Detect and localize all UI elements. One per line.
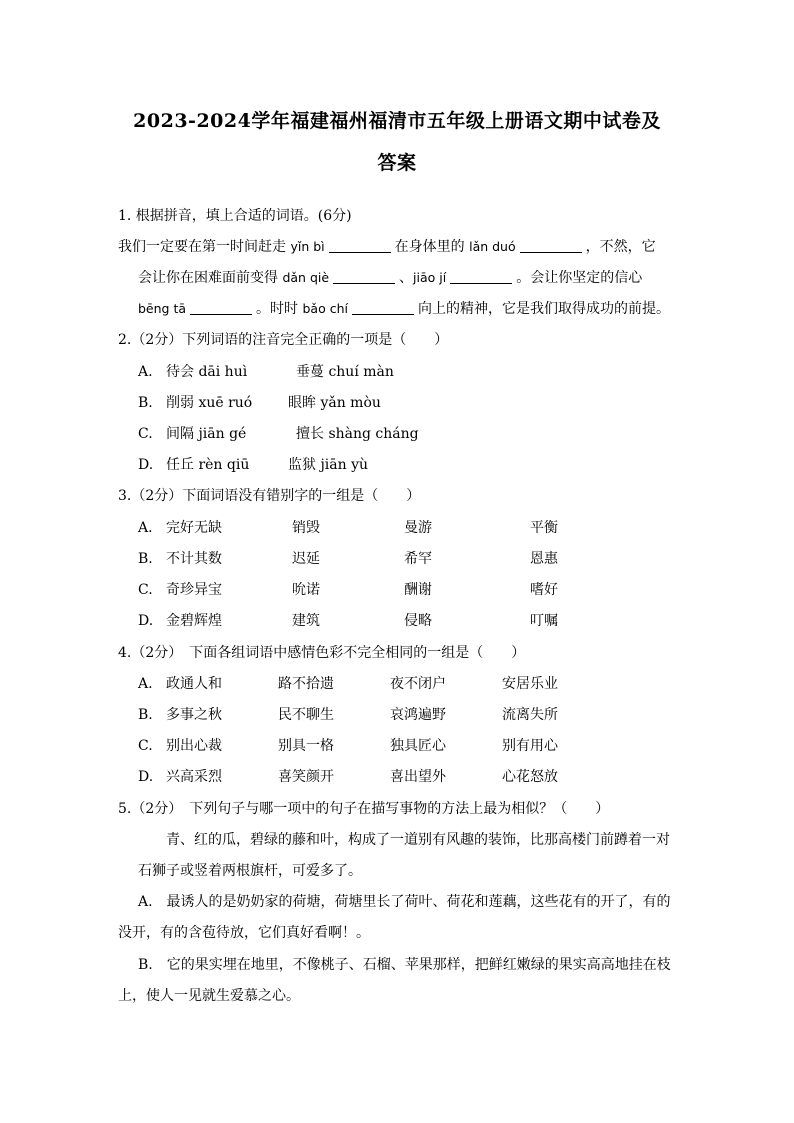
q1-text: 。会让你坚定的信心 <box>516 270 643 286</box>
q1-blank[interactable] <box>352 300 414 315</box>
q1-text: 在身体里的 <box>394 239 470 255</box>
q5-option-b[interactable]: B. 它的果实埋在地里，不像桃子、石榴、苹果那样，把鲜红嫩绿的果实高高地挂在枝 <box>138 957 671 973</box>
q1-text: 我们一定要在第一时间赶走 <box>118 239 291 255</box>
option-label: C. <box>138 738 153 754</box>
q1-pinyin: bēng tā <box>138 301 187 316</box>
q3-d-word4: 叮嘱 <box>530 613 558 629</box>
option-word: 间隔 jiān gé <box>166 426 247 442</box>
q2-option-b[interactable] <box>138 393 252 413</box>
option-word: 不计其数 <box>166 551 222 567</box>
q1-text: 、 <box>399 270 414 286</box>
q4-c-word2: 别具一格 <box>278 738 334 754</box>
option-word: 奇珍异宝 <box>166 582 222 598</box>
q4-b-word3: 哀鸿遍野 <box>390 707 446 723</box>
q1-text: 向上的精神，它是我们取得成功的前提。 <box>417 301 670 317</box>
option-word: 削弱 xuē ruó <box>166 395 253 411</box>
option-label: A. <box>138 520 153 536</box>
q3-option-c[interactable] <box>138 580 222 600</box>
option-label: B. <box>138 707 153 723</box>
q5-option-a[interactable]: A. 最诱人的是奶奶家的荷塘，荷塘里长了荷叶、荷花和莲藕，这些花有的开了，有的 <box>138 894 671 910</box>
q4-option-c[interactable] <box>138 736 222 756</box>
q1-blank[interactable] <box>329 238 391 253</box>
q3-option-b[interactable] <box>138 549 222 569</box>
option-word: 金碧辉煌 <box>166 613 222 629</box>
q3-c-word4: 嗜好 <box>530 582 558 598</box>
q1-text: 。时时 <box>256 301 303 317</box>
option-label: B. <box>138 395 153 411</box>
q4-option-a[interactable] <box>138 674 222 694</box>
q3-a-word4: 平衡 <box>530 520 558 536</box>
option-label: A. <box>138 364 153 380</box>
q4-b-word4: 流离失所 <box>502 707 558 723</box>
option-word: 政通人和 <box>166 676 222 692</box>
q2-option-a-word2: 垂蔓 chuí màn <box>296 364 394 380</box>
q3-b-word4: 恩惠 <box>530 551 558 567</box>
q1-blank[interactable] <box>190 300 252 315</box>
option-word: 待会 dāi huì <box>166 364 248 380</box>
q2-heading: 2.（2分）下列词语的注音完全正确的一项是（ ） <box>118 332 449 348</box>
q1-pinyin: lǎn duó <box>469 239 516 254</box>
q4-option-d[interactable] <box>138 767 222 787</box>
q2-option-c[interactable] <box>138 424 246 444</box>
q2-option-a[interactable] <box>138 362 247 382</box>
q1-blank[interactable] <box>520 238 582 253</box>
option-word: 兴高采烈 <box>166 769 222 785</box>
option-word: 任丘 rèn qiū <box>166 457 250 473</box>
q4-a-word2: 路不拾遗 <box>278 676 334 692</box>
q2-option-b-word2: 眼眸 yǎn mòu <box>288 395 381 411</box>
q5-heading: 5.（2分） 下列句子与哪一项中的句子在描写事物的方法上最为相似？（ ） <box>118 801 610 817</box>
q3-a-word2: 销毁 <box>292 520 320 536</box>
q4-d-word2: 喜笑颜开 <box>278 769 334 785</box>
q3-option-d[interactable] <box>138 611 222 631</box>
option-label: D. <box>138 613 154 629</box>
option-label: C. <box>138 582 153 598</box>
q4-heading: 4.（2分） 下面各组词语中感情色彩不完全相同的一组是（ ） <box>118 645 526 661</box>
q1-pinyin: dǎn qiè <box>282 270 330 285</box>
q1-paragraph-line3 <box>138 299 670 319</box>
q1-text: ，不然，它 <box>585 239 656 255</box>
q3-c-word2: 吮诺 <box>292 582 320 598</box>
q3-d-word2: 建筑 <box>292 613 320 629</box>
q3-a-word3: 曼游 <box>404 520 432 536</box>
option-label: B. <box>138 551 153 567</box>
q3-d-word3: 侵略 <box>404 613 432 629</box>
q3-b-word2: 迟延 <box>292 551 320 567</box>
q1-text: 会让你在困难面前变得 <box>138 270 283 286</box>
option-label: C. <box>138 426 153 442</box>
q3-b-word3: 希罕 <box>404 551 432 567</box>
q5-option-b-cont: 上，使人一见就生爱慕之心。 <box>118 988 300 1004</box>
q4-d-word3: 喜出望外 <box>390 769 446 785</box>
option-word: 多事之秋 <box>166 707 222 723</box>
option-label: A. <box>138 676 153 692</box>
q1-pinyin: bǎo chí <box>302 301 348 316</box>
q5-stem-line2: 石狮子或竖着两根旗杆，可爱多了。 <box>138 863 362 879</box>
q4-d-word4: 心花怒放 <box>502 769 558 785</box>
q4-c-word3: 独具匠心 <box>390 738 446 754</box>
page-title-line2: 答案 <box>377 152 417 174</box>
q1-paragraph-line1 <box>118 237 656 257</box>
page-title-line1: 2023-2024学年福建福州福清市五年级上册语文期中试卷及 <box>133 110 661 132</box>
q4-c-word4: 别有用心 <box>502 738 558 754</box>
q1-blank[interactable] <box>333 269 395 284</box>
q5-option-a-cont: 没开，有的含苞待放，它们真好看啊！。 <box>118 925 370 941</box>
q4-a-word4: 安居乐业 <box>502 676 558 692</box>
q3-c-word3: 酬谢 <box>404 582 432 598</box>
q1-blank[interactable] <box>450 269 512 284</box>
q1-pinyin: yǐn bì <box>290 239 325 254</box>
q4-option-b[interactable] <box>138 705 222 725</box>
option-word: 别出心裁 <box>166 738 222 754</box>
q2-option-d-word2: 监狱 jiān yù <box>288 457 369 473</box>
q5-stem-line1: 青、红的瓜，碧绿的藤和叶，构成了一道别有风趣的装饰，比那高楼门前蹲着一对 <box>166 832 670 848</box>
q4-b-word2: 民不聊生 <box>278 707 334 723</box>
option-word: 完好无缺 <box>166 520 222 536</box>
q2-option-c-word2: 擅长 shàng cháng <box>296 426 419 442</box>
q3-heading: 3.（2分）下面词语没有错别字的一组是（ ） <box>118 488 421 504</box>
q4-a-word3: 夜不闭户 <box>390 676 446 692</box>
option-label: D. <box>138 457 154 473</box>
q3-option-a[interactable] <box>138 518 222 538</box>
q1-pinyin: jiāo jí <box>413 270 447 285</box>
q1-paragraph-line2 <box>138 268 642 288</box>
q1-heading: 1. 根据拼音，填上合适的词语。(6分) <box>118 208 352 224</box>
q2-option-d[interactable] <box>138 455 249 475</box>
option-label: D. <box>138 769 154 785</box>
